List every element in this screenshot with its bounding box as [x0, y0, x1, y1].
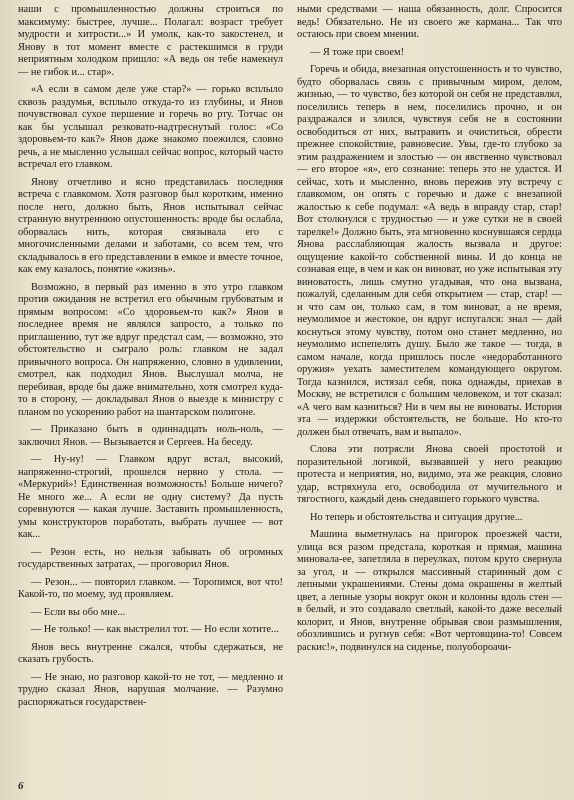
paragraph: — Не знаю, но разговор какой-то не тот, — медленно и трудно сказал Янов, нарушая молчание. — Разумно распоряжаться государствен-	[18, 671, 283, 708]
paragraph: — Приказано быть в одиннадцать ноль-ноль, — заключил Янов. — Вызывается и Сергеев. На беседу.	[18, 424, 283, 448]
paragraph: — Ну-ну! — Главком вдруг встал, высокий, напряженно-строгий, прошелся нервно у стола. — «Меркурий»! Единственная возможность! Больше ничего? Не много же... А если не одну систему? Да пусть соревнуются — какая лучше. Заставить промышленность, умы конструкторов поработать, выбрать лучшее — вот как...	[18, 454, 283, 540]
paragraph: — Не только! — как выстрелил тот. — Но если хотите...	[31, 624, 279, 635]
page-number: 6	[18, 780, 24, 792]
paragraph: Горечь и обида, внезапная опустошенность и то чувство, будто оборвалась связь с привычным миром, делом, жизнью, — то чувство, без которой он себя не представлял, поселились теперь в нем, поселились прочно, и он раздражался и злился, чувствуя себя не в состоянии освободиться от них, вытравить и очиститься, обрести прежнее спокойствие, равновесие. Увы, где-то глубоко за этим раздражением и злостью — он явственно чувствовал — его второе «я», его сознание: теперь это не удастся. И сейчас, хоть и мысленно, вновь пережив эту встречу с главкомом, он опять с горечью и даже с внезапной жалостью к себе подумал: «А ведь в вправду стар, стар! Вот столкнулся с трудностью — и уже сутки не в своей тарелке!» Должно быть, эта мгновенно коснувшаяся сердца Янова расслабляющая жалость вызвала и другое: ощущение какой-то собственной вины. И до конца не сознавая еще, в чем и как он виноват, но уже испытывая эту виноватость, лишь смутно угадывая, что она вызвана, пожалуй, сделанным для себя открытием — стар, стар! — и что сам он, только сам, в том виноват, а не время, неумолимое и жестокое, он вдруг испугался: знал — дай коснуться этому чувству, потом оно станет медленно, но неумолимо испепелять душу. Было же такое — тогда, в самом начале, когда пришлось после «недоработанного оружия» уехать заместителем командующего округом. Тогда казнился, истязал себя, пока однажды, приехав в Москву, не встретился с большим человеком, и тот сказал: «А чего вам казниться? Ни в чем вы не виноваты. История эта — издержки обстоятельств, не больше. Но кто-то должен был отвечать, вам и выпало».	[297, 64, 562, 438]
right-column	[297, 4, 562, 778]
paragraph: ными средствами — наша обязанность, долг. Спросится ведь! Обязательно. Не из своего же кармана... Так что остаюсь при своем мнении.	[297, 4, 562, 40]
paragraph: Возможно, в первый раз именно в это утро главком против ожидания не встретил его обычным грубоватым и прямым вопросом: «Со здоровьем-то как?» Янов в последнее время не являлся запросто, а только по приглашению, тут же вдруг предстал сам, — возможно, это обстоятельство и сыграло роль: главком не задал привычного вопроса. Он напряженно, словно в удивлении, смотрел, как подходил Янов. Выслушал молча, не перебивая, вроде бы даже внимательно, хотя смотрел куда-то в сторону, — докладывал Янов о выезде к министру с планом по ускорению работ на шантарском полигоне.	[18, 281, 283, 418]
paragraph: — Если вы обо мне...	[31, 606, 126, 618]
paragraph: — Я тоже при своем!	[310, 46, 405, 58]
paragraph: — Резон... — повторил главком. — Торопимся, вот что! Какой-то, по моему, зуд проявляем.	[18, 576, 283, 600]
text-columns	[18, 4, 562, 778]
paragraph: Янову отчетливо и ясно представилась последняя встреча с главкомом. Хотя разговор был коротким, именно после него, должно быть, Янов испытывал сейчас странную внутреннюю опустошенность: вроде бы ослабла, оборвалась нить, которая связывала его с многочисленными делами и заботами, со всем тем, что складывалось в его представлении в емкое и вместе точное, как ему казалось, понятие «жизнь».	[18, 176, 283, 275]
paragraph: — Резон есть, но нельзя забывать об огромных государственных затратах, — проговорил Янов.	[18, 546, 283, 570]
paragraph: Янов весь внутренне сжался, чтобы сдержаться, не сказать грубость.	[18, 641, 283, 665]
paragraph: «А если в самом деле уже стар?» — горько всплыло сквозь раздумья, всплыло откуда-то из глубины, и Янов почувствовал сухое першение и горечь во рту. Тотчас он как бы услышал резковато-надтреснутый голос: «Со здоровьем-то как?» Янов даже знакомо поежился, словно речь, а не мысленно услышал сейчас вопрос, который часто встречал его главком.	[18, 84, 283, 170]
paragraph: Но теперь и обстоятельства и ситуация другие...	[310, 511, 523, 523]
paragraph: Слова эти потрясли Янова своей простотой и поразительной логикой, вызвавшей у него реакцию протеста и неприятия, но, видимо, эта же реакция, словно удар, встряхнула его, освободила от мучительного и тягостного, каждый день снедавшего горького чувства.	[297, 444, 562, 505]
left-column	[18, 4, 283, 778]
paragraph: наши с промышленностью должны строиться по максимуму: быстрее, лучше... Полагал: возраст требует мудрости и хитрости...» И умолк, как-то закостенел, и Янову в тот момент вместе с растекшимся в груди неприятным холодком пришло: «А ведь он тебе намекнул — не гибок и... стар».	[18, 4, 283, 78]
paragraph: Машина выметнулась на пригорок проезжей части, улица вся разом предстала, короткая и прямая, машина миновала-ее, запетляла в переулках, потом круто свернула за угол, и — открылся массивный старинный дом с лепными украшениями. Стены дома окрашены в желтый цвет, а лепные узоры вокруг окон и колонны вдоль стен — в белый, и это создавало светлый, какой-то даже веселый колорит, и Янов, внутренне обрывая свои размышления, обозлившись и ругнув себя: «Вот чертовщина-то! Совсем раскис!», подвинулся на сиденье, полуобороачи-	[297, 529, 562, 653]
